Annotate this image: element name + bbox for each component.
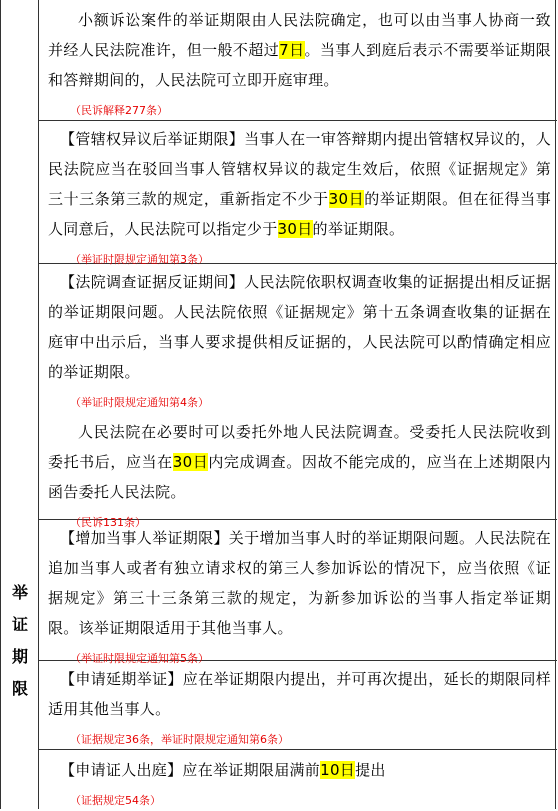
provision-cell <box>39 0 557 121</box>
provision-text <box>48 750 551 785</box>
legal-citation: （举证时限规定通知第4条） <box>70 396 209 409</box>
provision-text <box>48 520 551 643</box>
legal-citation: （举证时限规定通知第3条） <box>70 253 209 266</box>
provision-cell <box>39 661 557 750</box>
text-segment: 【管辖权异议后举证期限】当事人在一审答辩期内提出管辖权异议的，人民法院应当在驳回当事人管辖权异议的裁定生效后，依照《证据规定》第三十三条第三款的规定，重新指定不少于 <box>48 130 551 208</box>
provision-text <box>48 661 551 724</box>
provision-text <box>48 121 551 244</box>
text-segment: 。当事人到庭后表示不需要举证期限和答辩期间的，人民法院可立即开庭审理。 <box>48 41 551 89</box>
section-label-char: 期 <box>11 647 28 666</box>
text-segment: 【申请证人出庭】应在举证期限届满前 <box>60 761 321 779</box>
provision-text <box>48 413 551 507</box>
legal-citation: （举证时限规定通知第5条） <box>70 652 209 665</box>
text-segment: 的举证期限。 <box>312 220 405 238</box>
text-segment: 人民法院在必要时可以委托外地人民法院调查。受委托人民法院收到委托书后，应当在 <box>48 423 551 471</box>
section-label <box>1 577 39 705</box>
text-segment: 【增加当事人举证期限】关于增加当事人时的举证期限问题。人民法院在追加当事人或者有独立请求权的第三人参加诉讼的情况下，应当依照《证据规定》第三十三条第三款的规定，为新参加诉讼的当事人指定举证期限。该举证期限适用于其他当事人。 <box>48 529 551 637</box>
legal-citation: （民诉解释277条） <box>70 104 168 117</box>
section-label-char: 举 <box>11 583 28 602</box>
text-segment: 内完成调查。因故不能完成的，应当在上述期限内函告委托人民法院。 <box>48 453 552 501</box>
provision-cell <box>39 520 557 665</box>
section-label-char: 证 <box>11 615 28 634</box>
provision-cell <box>39 750 557 809</box>
text-segment: 的举证期限。但在征得当事人同意后，人民法院可以指定少于 <box>48 190 551 238</box>
text-segment: 【申请延期举证】应在举证期限内提出，并可再次提出，延长的期限同样适用其他当事人。 <box>48 670 551 718</box>
section-label-char: 限 <box>11 679 28 698</box>
legal-citation: （证据规定36条，举证时限规定通知第6条） <box>70 733 289 746</box>
highlighted-period: 30日 <box>328 190 365 208</box>
text-segment: 小额诉讼案件的举证期限由人民法院确定，也可以由当事人协商一致并经人民法院准许，但一般不超过 <box>48 11 551 59</box>
text-segment: 【法院调查证据反证期间】人民法院依职权调查收集的证据提出相反证据的举证期限问题。人民法院依照《证据规定》第十五条调查收集的证据在庭审中出示后，当事人要求提供相反证据的，人民法院可以酌情确定相应的举证期限。 <box>48 273 551 381</box>
legal-citation: （民诉131条） <box>70 516 146 529</box>
provision-text <box>48 264 551 387</box>
highlighted-period: 10日 <box>320 761 356 779</box>
provision-cell <box>39 121 557 264</box>
section-label-column <box>1 0 39 809</box>
provision-text <box>48 0 551 95</box>
highlighted-period: 30日 <box>172 453 209 471</box>
provision-cell <box>39 264 557 529</box>
legal-citation: （证据规定54条） <box>70 794 161 807</box>
highlighted-period: 7日 <box>279 41 305 59</box>
text-segment: 提出 <box>355 761 386 779</box>
highlighted-period: 30日 <box>277 220 313 238</box>
